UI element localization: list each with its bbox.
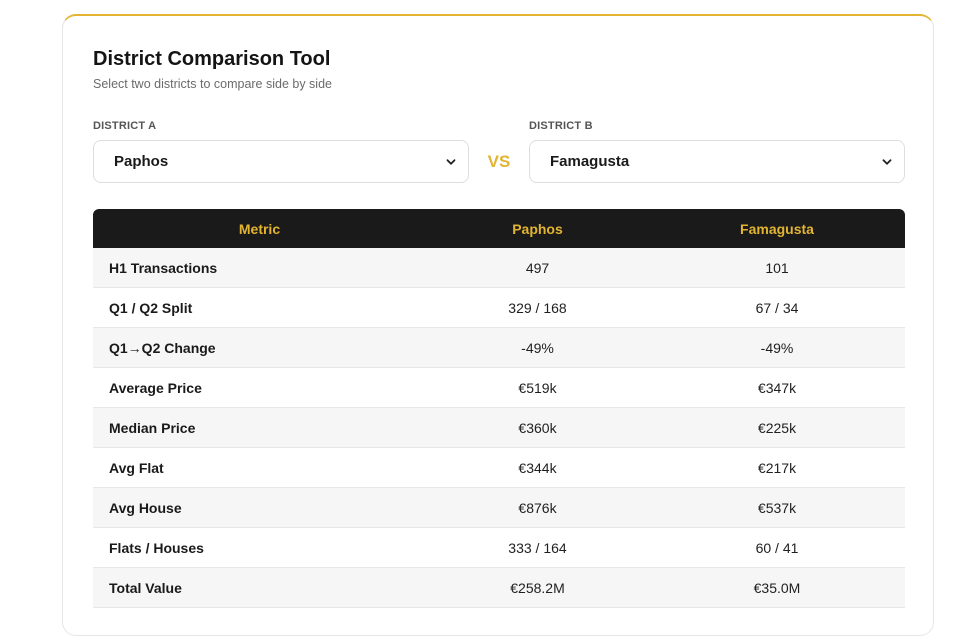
district-a-value: €344k	[426, 448, 649, 488]
district-a-value: €876k	[426, 488, 649, 528]
district-a-selected-value: Paphos	[114, 153, 169, 170]
metric-name: Median Price	[93, 408, 426, 448]
table-row	[93, 448, 905, 488]
page-title: District Comparison Tool	[93, 48, 331, 70]
metric-name: Flats / Houses	[93, 528, 426, 568]
header-district-b: Famagusta	[649, 209, 905, 248]
comparison-table-container	[93, 209, 905, 608]
table-row	[93, 568, 905, 608]
page-subtitle: Select two districts to compare side by side	[93, 77, 332, 91]
chevron-down-icon	[446, 157, 456, 167]
district-a-value: €258.2M	[426, 568, 649, 608]
table-row	[93, 488, 905, 528]
table-row	[93, 368, 905, 408]
chevron-down-icon	[882, 157, 892, 167]
district-a-value: €519k	[426, 368, 649, 408]
district-a-select[interactable]	[93, 140, 469, 183]
district-b-select[interactable]	[529, 140, 905, 183]
district-a-value: €360k	[426, 408, 649, 448]
metric-name: Q1→Q2 Change	[93, 328, 426, 368]
district-a-value: 497	[426, 248, 649, 288]
district-b-label: DISTRICT B	[529, 120, 593, 132]
header-district-a: Paphos	[426, 209, 649, 248]
table-row	[93, 408, 905, 448]
comparison-card	[62, 14, 934, 636]
district-a-value: -49%	[426, 328, 649, 368]
table-row	[93, 328, 905, 368]
metric-name: H1 Transactions	[93, 248, 426, 288]
district-b-value: €537k	[649, 488, 905, 528]
table-row	[93, 288, 905, 328]
metric-name: Q1 / Q2 Split	[93, 288, 426, 328]
vs-label: VS	[487, 152, 511, 171]
district-a-value: 333 / 164	[426, 528, 649, 568]
district-b-value: -49%	[649, 328, 905, 368]
header-metric: Metric	[93, 209, 426, 248]
district-b-value: 60 / 41	[649, 528, 905, 568]
district-b-value: €35.0M	[649, 568, 905, 608]
table-row	[93, 528, 905, 568]
district-b-value: 101	[649, 248, 905, 288]
metric-name: Total Value	[93, 568, 426, 608]
district-b-selected-value: Famagusta	[550, 153, 630, 170]
district-b-value: €347k	[649, 368, 905, 408]
district-a-label: DISTRICT A	[93, 120, 157, 132]
table-header-row	[93, 209, 905, 248]
metric-name: Avg House	[93, 488, 426, 528]
district-b-value: €225k	[649, 408, 905, 448]
table-row	[93, 248, 905, 288]
district-a-value: 329 / 168	[426, 288, 649, 328]
district-b-value: 67 / 34	[649, 288, 905, 328]
metric-name: Avg Flat	[93, 448, 426, 488]
district-b-value: €217k	[649, 448, 905, 488]
metric-name: Average Price	[93, 368, 426, 408]
comparison-table	[93, 209, 905, 608]
